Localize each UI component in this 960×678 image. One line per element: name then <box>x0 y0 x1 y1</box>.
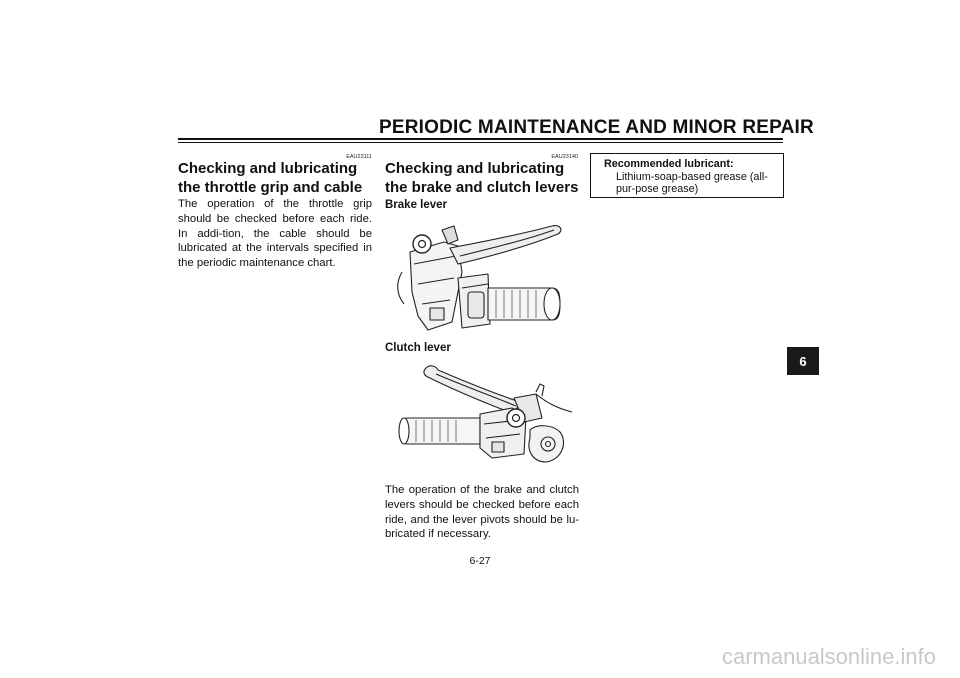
section-code-levers: EAU23140 <box>551 154 578 160</box>
page-number: 6-27 <box>469 555 491 567</box>
header-rule-thin <box>178 142 783 143</box>
page-header-title: PERIODIC MAINTENANCE AND MINOR REPAIR <box>379 117 814 138</box>
lubricant-label: Recommended lubricant: <box>604 158 734 170</box>
subheading-brake-lever: Brake lever <box>385 199 448 211</box>
chapter-tab: 6 <box>787 347 819 375</box>
recommended-lubricant-box <box>590 153 784 198</box>
lubricant-value: Lithium-soap-based grease (all-pur-pose grease) <box>616 170 768 195</box>
clutch-lever-illustration <box>396 358 580 474</box>
watermark-text: carmanualsonline.info <box>721 644 936 669</box>
heading-levers: Checking and lubricating the brake and clutch levers <box>385 160 579 196</box>
header-rule-thick <box>178 138 783 140</box>
heading-throttle: Checking and lubricating the throttle grip and cable <box>178 160 363 196</box>
subheading-clutch-lever: Clutch lever <box>385 342 451 354</box>
section-code-throttle: EAU23111 <box>346 154 372 160</box>
body-throttle: The operation of the throttle grip should be checked before each ride. In addi-tion, the cable should be lubricated at the intervals specified in the periodic maintenance chart. <box>178 198 372 270</box>
body-levers: The operation of the brake and clutch levers should be checked before each ride, and the lever pivots should be lu-bricated if necessary. <box>385 484 579 541</box>
brake-lever-illustration <box>392 212 576 344</box>
